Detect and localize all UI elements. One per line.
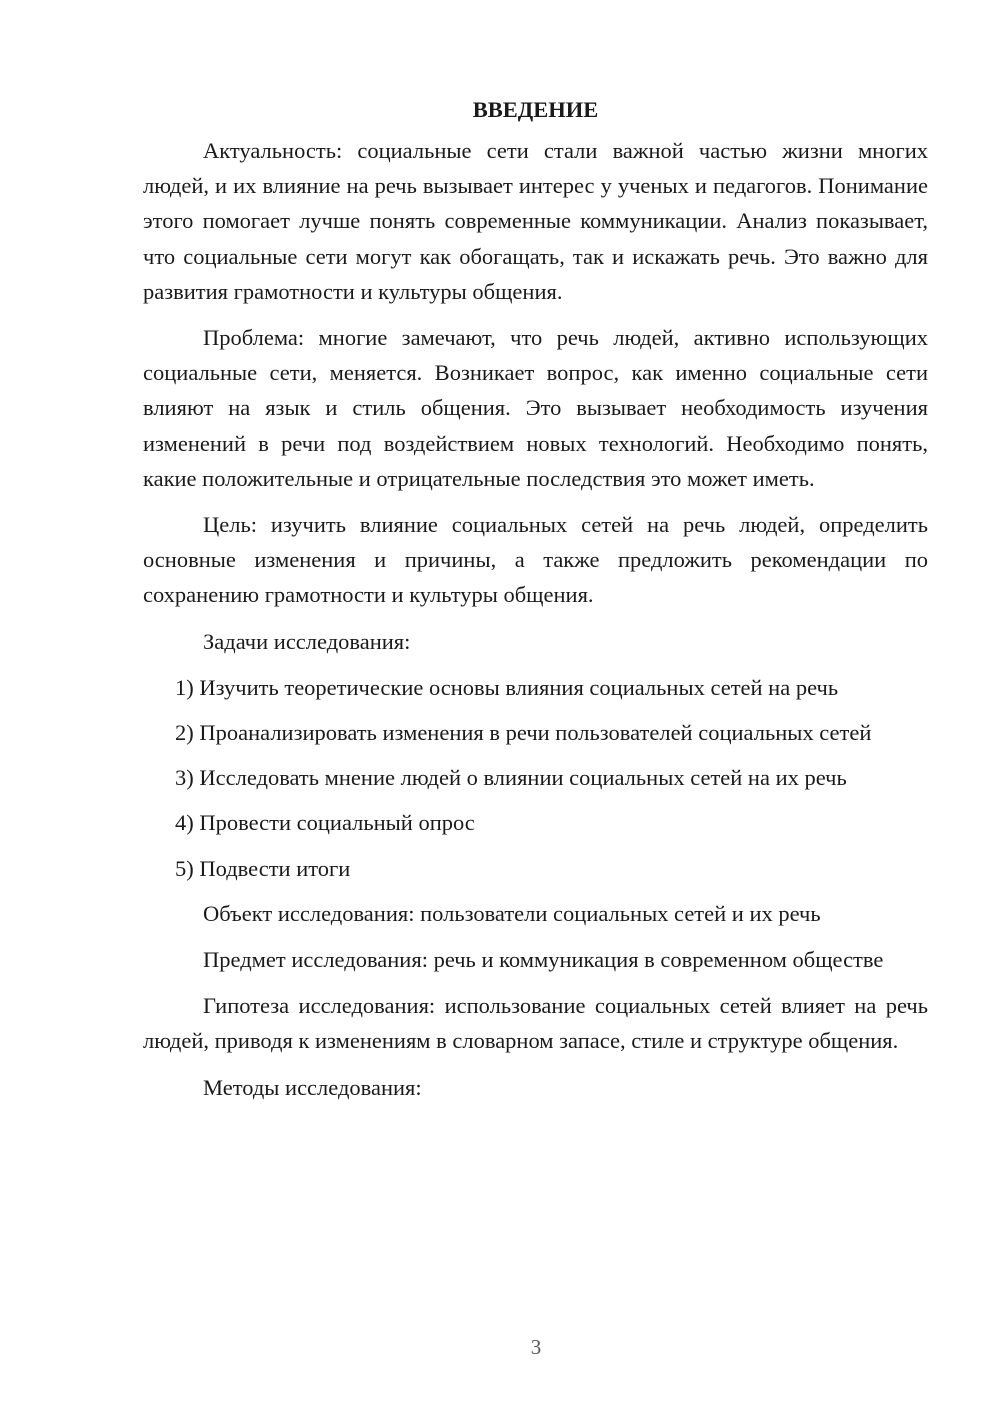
- paragraph-subject: Предмет исследования: речь и коммуникация в современном обществе: [203, 947, 884, 973]
- section-heading: ВВЕДЕНИЕ: [472, 97, 599, 122]
- page-content: [143, 92, 928, 1116]
- paragraph-hypothesis: Гипотеза исследования: использование социальных сетей влияет на речь людей, приводя к изменениям в словарном запасе, стиле и структуре общения.: [143, 993, 928, 1054]
- task-item-5: 5) Подвести итоги: [175, 855, 351, 881]
- task-item-2: 2) Проанализировать изменения в речи пользователей социальных сетей: [175, 720, 872, 746]
- paragraph-tasks-intro: Задачи исследования:: [203, 628, 411, 654]
- task-item-1: 1) Изучить теоретические основы влияния социальных сетей на речь: [175, 674, 839, 700]
- paragraph-methods-intro: Методы исследования:: [203, 1074, 422, 1100]
- paragraph-object: Объект исследования: пользователи социальных сетей и их речь: [203, 900, 821, 926]
- paragraph-relevance: Актуальность: социальные сети стали важной частью жизни многих людей, и их влияние на речь вызывает интерес у ученых и педагогов. Понимание этого помогает лучше понять современные коммуникации. Анализ показывает, что социальные сети могут как обогащать, так и искажать речь. Это важно для развития грамотности и культуры общения.: [143, 138, 928, 304]
- paragraph-goal: Цель: изучить влияние социальных сетей на речь людей, определить основные изменения и причины, а также предложить рекомендации по сохранению грамотности и культуры общения.: [143, 512, 928, 608]
- task-item-3: 3) Исследовать мнение людей о влиянии социальных сетей на их речь: [175, 765, 847, 791]
- paragraph-problem: Проблема: многие замечают, что речь людей, активно использующих социальные сети, меняется. Возникает вопрос, как именно социальные сети влияют на язык и стиль общения. Это вызывает необходимость изучения изменений в речи под воздействием новых технологий. Необходимо понять, какие положительные и отрицательные последствия это может иметь.: [143, 325, 928, 491]
- page-number: 3: [530, 1335, 542, 1359]
- task-item-4: 4) Провести социальный опрос: [175, 810, 475, 836]
